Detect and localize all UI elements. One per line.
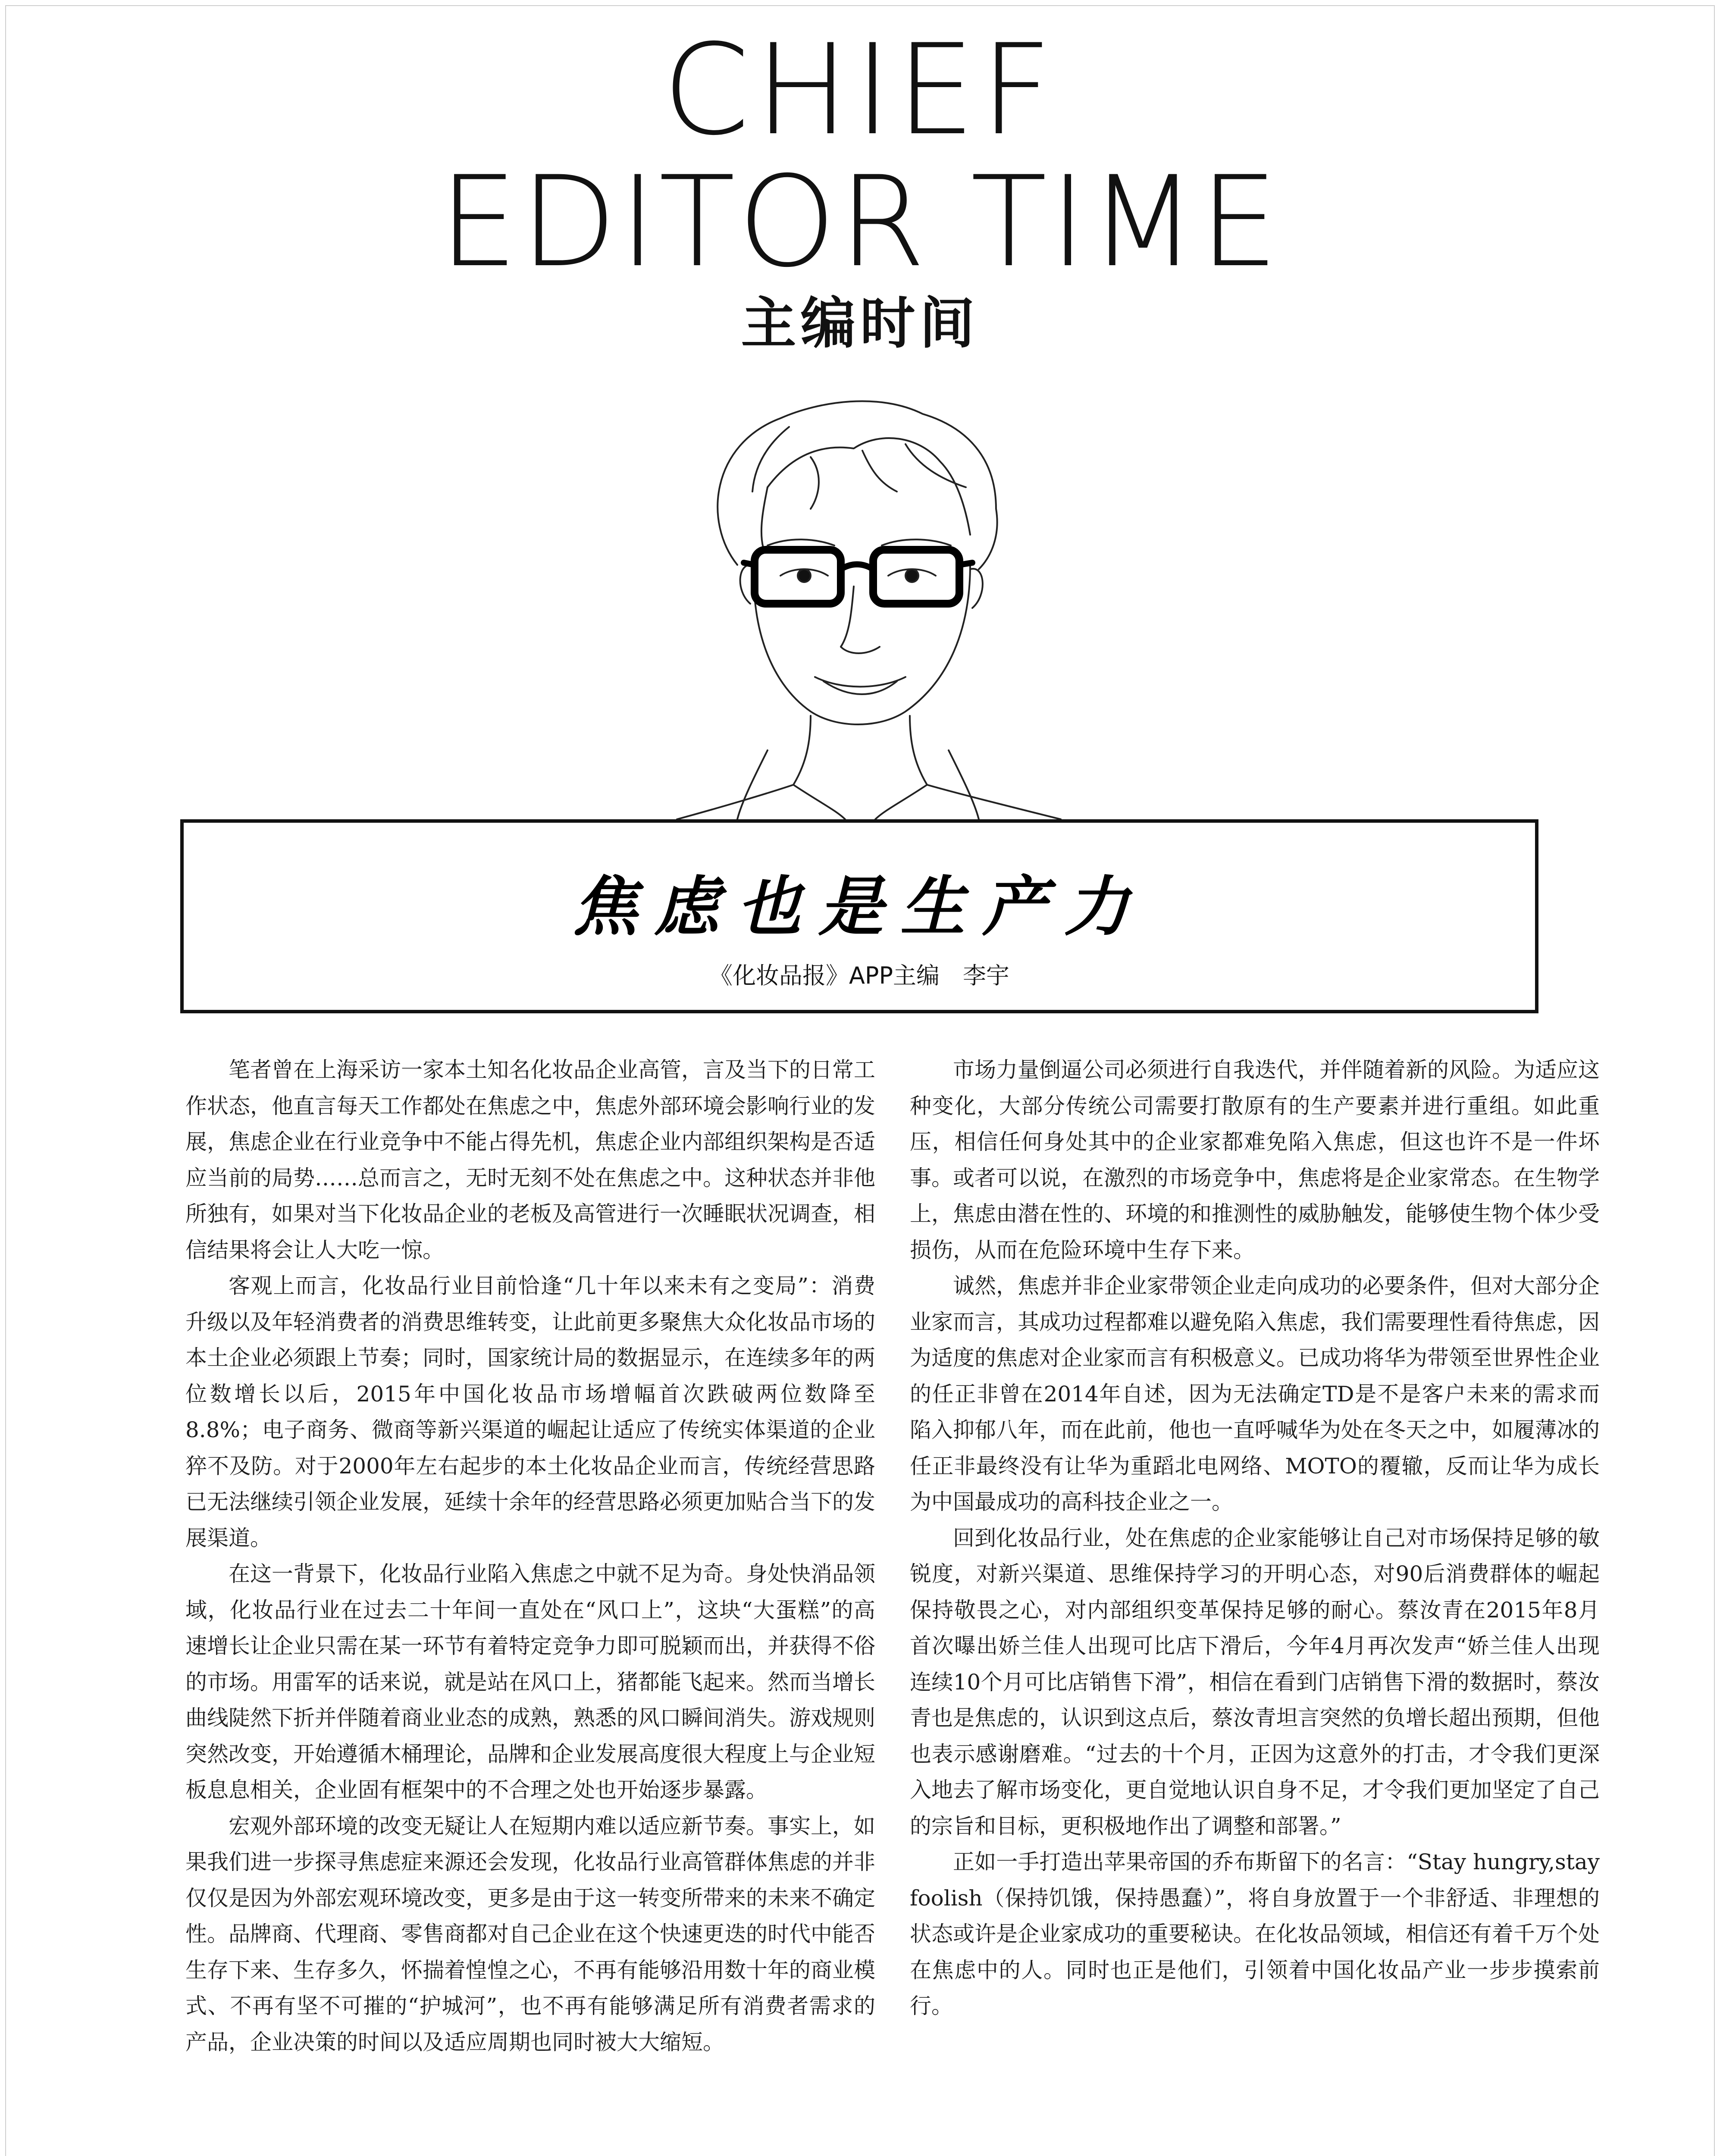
paragraph: 诚然，焦虑并非企业家带领企业走向成功的必要条件，但对大部分企业家而言，其成功过程都难以避免陷入焦虑，我们需要理性看待焦虑，因为适度的焦虑对企业家而言有积极意义。已成功将华为带领至世界性企业的任正非曾在2014年自述，因为无法确定TD是不是客户未来的需求而陷入抑郁八年，而在此前，他也一直呼喊华为处在冬天之中，如履薄冰的任正非最终没有让华为重蹈北电网络、MOTO的覆辙，反而让华为成长为中国最成功的高科技企业之一。 bbox=[910, 1273, 1600, 1514]
article-title-box bbox=[180, 819, 1538, 1013]
article-column-left bbox=[185, 1052, 875, 2060]
article-headline: 焦虑也是生产力 bbox=[572, 869, 1146, 945]
article-column-right bbox=[910, 1052, 1600, 2024]
editor-portrait-illustration bbox=[638, 379, 1095, 819]
masthead-chinese-title: 主编时间 bbox=[741, 291, 979, 356]
paragraph: 市场力量倒逼公司必须进行自我迭代，并伴随着新的风险。为适应这种变化，大部分传统公司需要打散原有的生产要素并进行重组。如此重压，相信任何身处其中的企业家都难免陷入焦虑，但这也许不是一件坏事。或者可以说，在激烈的市场竞争中，焦虑将是企业家常态。在生物学上，焦虑由潜在性的、环境的和推测性的威胁触发，能够使生物个体少受损伤，从而在危险环境中生存下来。 bbox=[910, 1057, 1600, 1263]
masthead bbox=[0, 18, 1720, 356]
paragraph: 在这一背景下，化妆品行业陷入焦虑之中就不足为奇。身处快消品领域，化妆品行业在过去二十年间一直处在“风口上”，这块“大蛋糕”的高速增长让企业只需在某一环节有着特定竞争力即可脱颖而出，并获得不俗的市场。用雷军的话来说，就是站在风口上，猪都能飞起来。然而当增长曲线陡然下折并伴随着商业业态的成熟，熟悉的风口瞬间消失。游戏规则突然改变，开始遵循木桶理论，品牌和企业发展高度很大程度上与企业短板息息相关，企业固有框架中的不合理之处也开始逐步暴露。 bbox=[185, 1561, 875, 1802]
article-byline: 《化妆品报》APP主编 李宇 bbox=[709, 962, 1010, 989]
paragraph: 宏观外部环境的改变无疑让人在短期内难以适应新节奏。事实上，如果我们进一步探寻焦虑症来源还会发现，化妆品行业高管群体焦虑的并非仅仅是因为外部宏观环境改变，更多是由于这一转变所带来的未来不确定性。品牌商、代理商、零售商都对自己企业在这个快速更迭的时代中能否生存下来、生存多久，怀揣着惶惶之心，不再有能够沿用数十年的商业模式、不再有坚不可摧的“护城河”，也不再有能够满足所有消费者需求的产品，企业决策的时间以及适应周期也同时被大大缩短。 bbox=[185, 1813, 875, 2055]
masthead-title-line-1: CHIEF bbox=[662, 18, 1058, 163]
paragraph: 客观上而言，化妆品行业目前恰逢“几十年以来未有之变局”：消费升级以及年轻消费者的消费思维转变，让此前更多聚焦大众化妆品市场的本土企业必须跟上节奏；同时，国家统计局的数据显示，在连续多年的两位数增长以后，2015年中国化妆品市场增幅首次跌破两位数降至8.8%；电子商务、微商等新兴渠道的崛起让适应了传统实体渠道的企业猝不及防。对于2000年左右起步的本土化妆品企业而言，传统经营思路已无法继续引领企业发展，延续十余年的经营思路必须更加贴合当下的发展渠道。 bbox=[185, 1273, 875, 1551]
paragraph: 笔者曾在上海采访一家本土知名化妆品企业高管，言及当下的日常工作状态，他直言每天工作都处在焦虑之中，焦虑外部环境会影响行业的发展，焦虑企业在行业竞争中不能占得先机，焦虑企业内部组织架构是否适应当前的局势……总而言之，无时无刻不处在焦虑之中。这种状态并非他所独有，如果对当下化妆品企业的老板及高管进行一次睡眠状况调查，相信结果将会让人大吃一惊。 bbox=[185, 1057, 875, 1263]
masthead-title-line-2: EDITOR TIME bbox=[439, 150, 1281, 295]
paragraph: 回到化妆品行业，处在焦虑的企业家能够让自己对市场保持足够的敏锐度，对新兴渠道、思维保持学习的开明心态，对90后消费群体的崛起保持敬畏之心，对内部组织变革保持足够的耐心。蔡汝青在2015年8月首次曝出娇兰佳人出现可比店下滑后，今年4月再次发声“娇兰佳人出现连续10个月可比店销售下滑”，相信在看到门店销售下滑的数据时，蔡汝青也是焦虑的，认识到这点后，蔡汝青坦言突然的负增长超出预期，但他也表示感谢磨难。“过去的十个月，正因为这意外的打击，才令我们更深入地去了解市场变化，更自觉地认识自身不足，才令我们更加坚定了自己的宗旨和目标，更积极地作出了调整和部署。” bbox=[910, 1525, 1600, 1839]
paragraph: 正如一手打造出苹果帝国的乔布斯留下的名言：“Stay hungry,stay foolish（保持饥饿，保持愚蠢）”，将自身放置于一个非舒适、非理想的状态或许是企业家成功的重要秘诀。在化妆品领域，相信还有着千万个处在焦虑中的人。同时也正是他们，引领着中国化妆品产业一步步摸索前行。 bbox=[910, 1849, 1600, 2018]
